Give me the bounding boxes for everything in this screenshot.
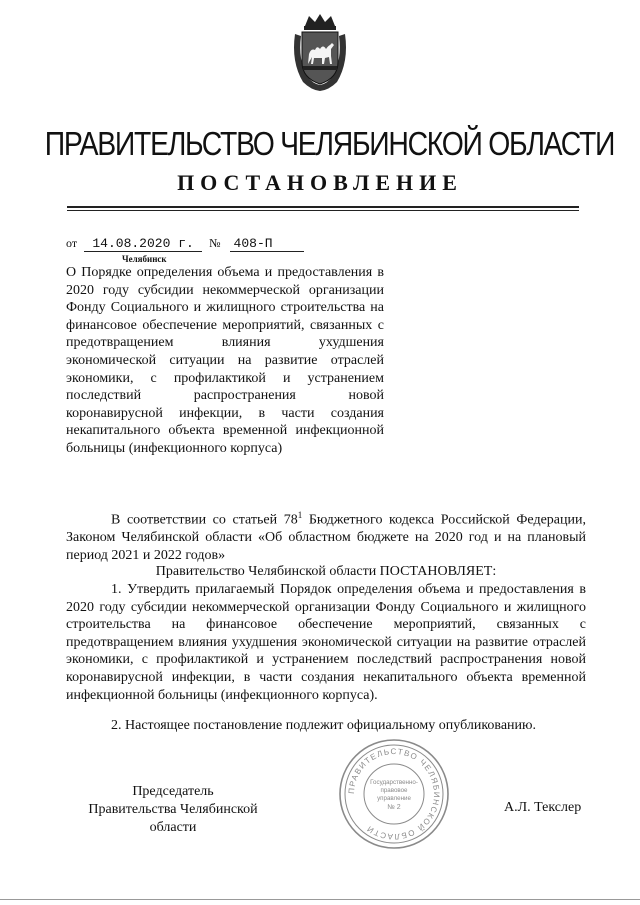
clause-1-paragraph — [66, 581, 586, 704]
preamble-text-b: Бюджетного кодекса Российской Федерации, Законом Челябинской области «Об областном бюджете на 2020 год и на плановый период 2021 и 2022 годов» — [66, 512, 586, 563]
signatory-name: А.Л. Текслер — [504, 800, 582, 815]
clause-2-paragraph — [66, 717, 586, 735]
signatory-title-line2: Правительства Челябинской области — [88, 802, 258, 835]
number-field — [230, 236, 304, 252]
clause-1-text: 1. Утвердить прилагаемый Порядок определения объема и предоставления в 2020 году субсидии некоммерческой организации Фонду Социального и жилищного строительства на финансовое обеспечение мероприятий, связанных с предотвращением влияния ухудшения экономической ситуации на развитие отраслей экономики, с профилактикой и устранением последствий распространения новой коронавирусной инфекции, в части создания некапитального объекта временной инфекционной больницы (инфекционного корпуса). — [66, 582, 586, 703]
stamp-inner-line4: № 2 — [387, 804, 401, 811]
header-rule-thin — [67, 210, 579, 211]
page-bottom-edge — [0, 899, 640, 900]
date-field — [84, 236, 202, 252]
preamble-text-a: В соответствии со статьей 78 — [111, 512, 298, 528]
clause-2-text: 2. Настоящее постановление подлежит официальному опубликованию. — [111, 718, 536, 733]
signatory-title — [66, 783, 280, 837]
preamble-paragraph — [66, 507, 586, 564]
subject-heading: О Порядке определения объема и предоставления в 2020 году субсидии некоммерческой организации Фонду Социального и жилищного строительства на финансовое обеспечение мероприятий, связанных с предотвращением влияния ухудшения экономической ситуации на развитие отраслей экономики, с профилактикой и устранением последствий распространения новой коронавирусной инфекции, в части создания некапитального объекта временной инфекционной больницы (инфекционного корпуса) — [66, 265, 384, 456]
stamp-inner-line2: правовое — [380, 787, 408, 794]
stamp-inner-line3: управление — [377, 795, 411, 802]
city-label: Челябинск — [122, 254, 167, 264]
header-rule-thick — [67, 206, 579, 208]
date-value: 14.08.2020 г. — [92, 236, 194, 251]
coat-of-arms-emblem — [289, 12, 351, 92]
number-prefix: № — [209, 236, 221, 250]
date-prefix: от — [66, 236, 78, 250]
resolves-paragraph: Правительство Челябинской области ПОСТАНОВЛЯЕТ: — [155, 564, 497, 579]
stamp-outer-text: ПРАВИТЕЛЬСТВО ЧЕЛЯБИНСКОЙ ОБЛАСТИ — [346, 746, 442, 842]
official-stamp — [338, 738, 450, 850]
date-number-line — [66, 236, 304, 252]
government-title: ПРАВИТЕЛЬСТВО ЧЕЛЯБИНСКОЙ ОБЛАСТИ — [44, 125, 615, 162]
signatory-title-line1: Председатель — [132, 784, 214, 799]
document-type-heading: ПОСТАНОВЛЕНИЕ — [177, 170, 463, 195]
article-superscript: 1 — [297, 510, 303, 520]
stamp-inner-line1: Государственно- — [370, 779, 418, 786]
number-value: 408-П — [233, 236, 273, 251]
